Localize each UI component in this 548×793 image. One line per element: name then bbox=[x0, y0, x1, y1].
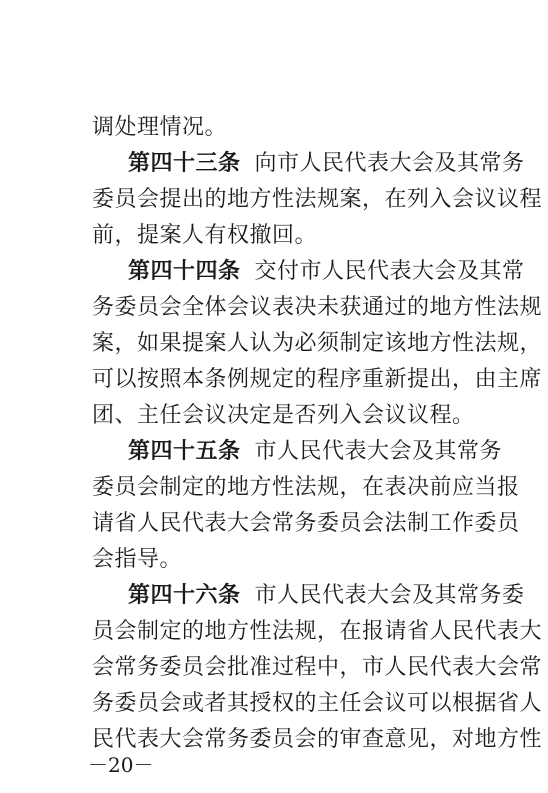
article-number: 第四十三条 bbox=[128, 151, 241, 176]
text-line: 员会制定的地方性法规，在报请省人民代表大 bbox=[92, 619, 543, 644]
article-46-heading-line: 第四十六条 市人民代表大会及其常务委 bbox=[128, 583, 525, 608]
text-line: 务委员会或者其授权的主任会议可以根据省人 bbox=[92, 691, 543, 716]
article-44-heading-line: 第四十四条 交付市人民代表大会及其常 bbox=[128, 259, 525, 284]
article-43-heading-line: 第四十三条 向市人民代表大会及其常务 bbox=[128, 151, 525, 176]
text-line: 委员会制定的地方性法规，在表决前应当报 bbox=[92, 475, 520, 500]
text-line: 前，提案人有权撤回。 bbox=[92, 223, 318, 248]
text-line: 会指导。 bbox=[92, 547, 183, 572]
text-line: 团、主任会议决定是否列入会议议程。 bbox=[92, 403, 475, 428]
text-line: 会常务委员会批准过程中，市人民代表大会常 bbox=[92, 655, 543, 680]
text-line: 调处理情况。 bbox=[92, 115, 228, 140]
article-number: 第四十六条 bbox=[128, 583, 241, 608]
article-45-heading-line: 第四十五条 市人民代表大会及其常务 bbox=[128, 439, 503, 464]
text-line: 务委员会全体会议表决未获通过的地方性法规 bbox=[92, 295, 543, 320]
text-line: 请省人民代表大会常务委员会法制工作委员 bbox=[92, 511, 520, 536]
text-line: 可以按照本条例规定的程序重新提出，由主席 bbox=[92, 367, 543, 392]
text-line: 案，如果提案人认为必须制定该地方性法规， bbox=[92, 331, 543, 356]
page-number: －20－ bbox=[88, 753, 154, 777]
text-line: 民代表大会常务委员会的审查意见，对地方性 bbox=[92, 727, 543, 752]
article-number: 第四十五条 bbox=[128, 439, 241, 464]
text-line: 委员会提出的地方性法规案，在列入会议议程 bbox=[92, 187, 543, 212]
article-number: 第四十四条 bbox=[128, 259, 241, 284]
